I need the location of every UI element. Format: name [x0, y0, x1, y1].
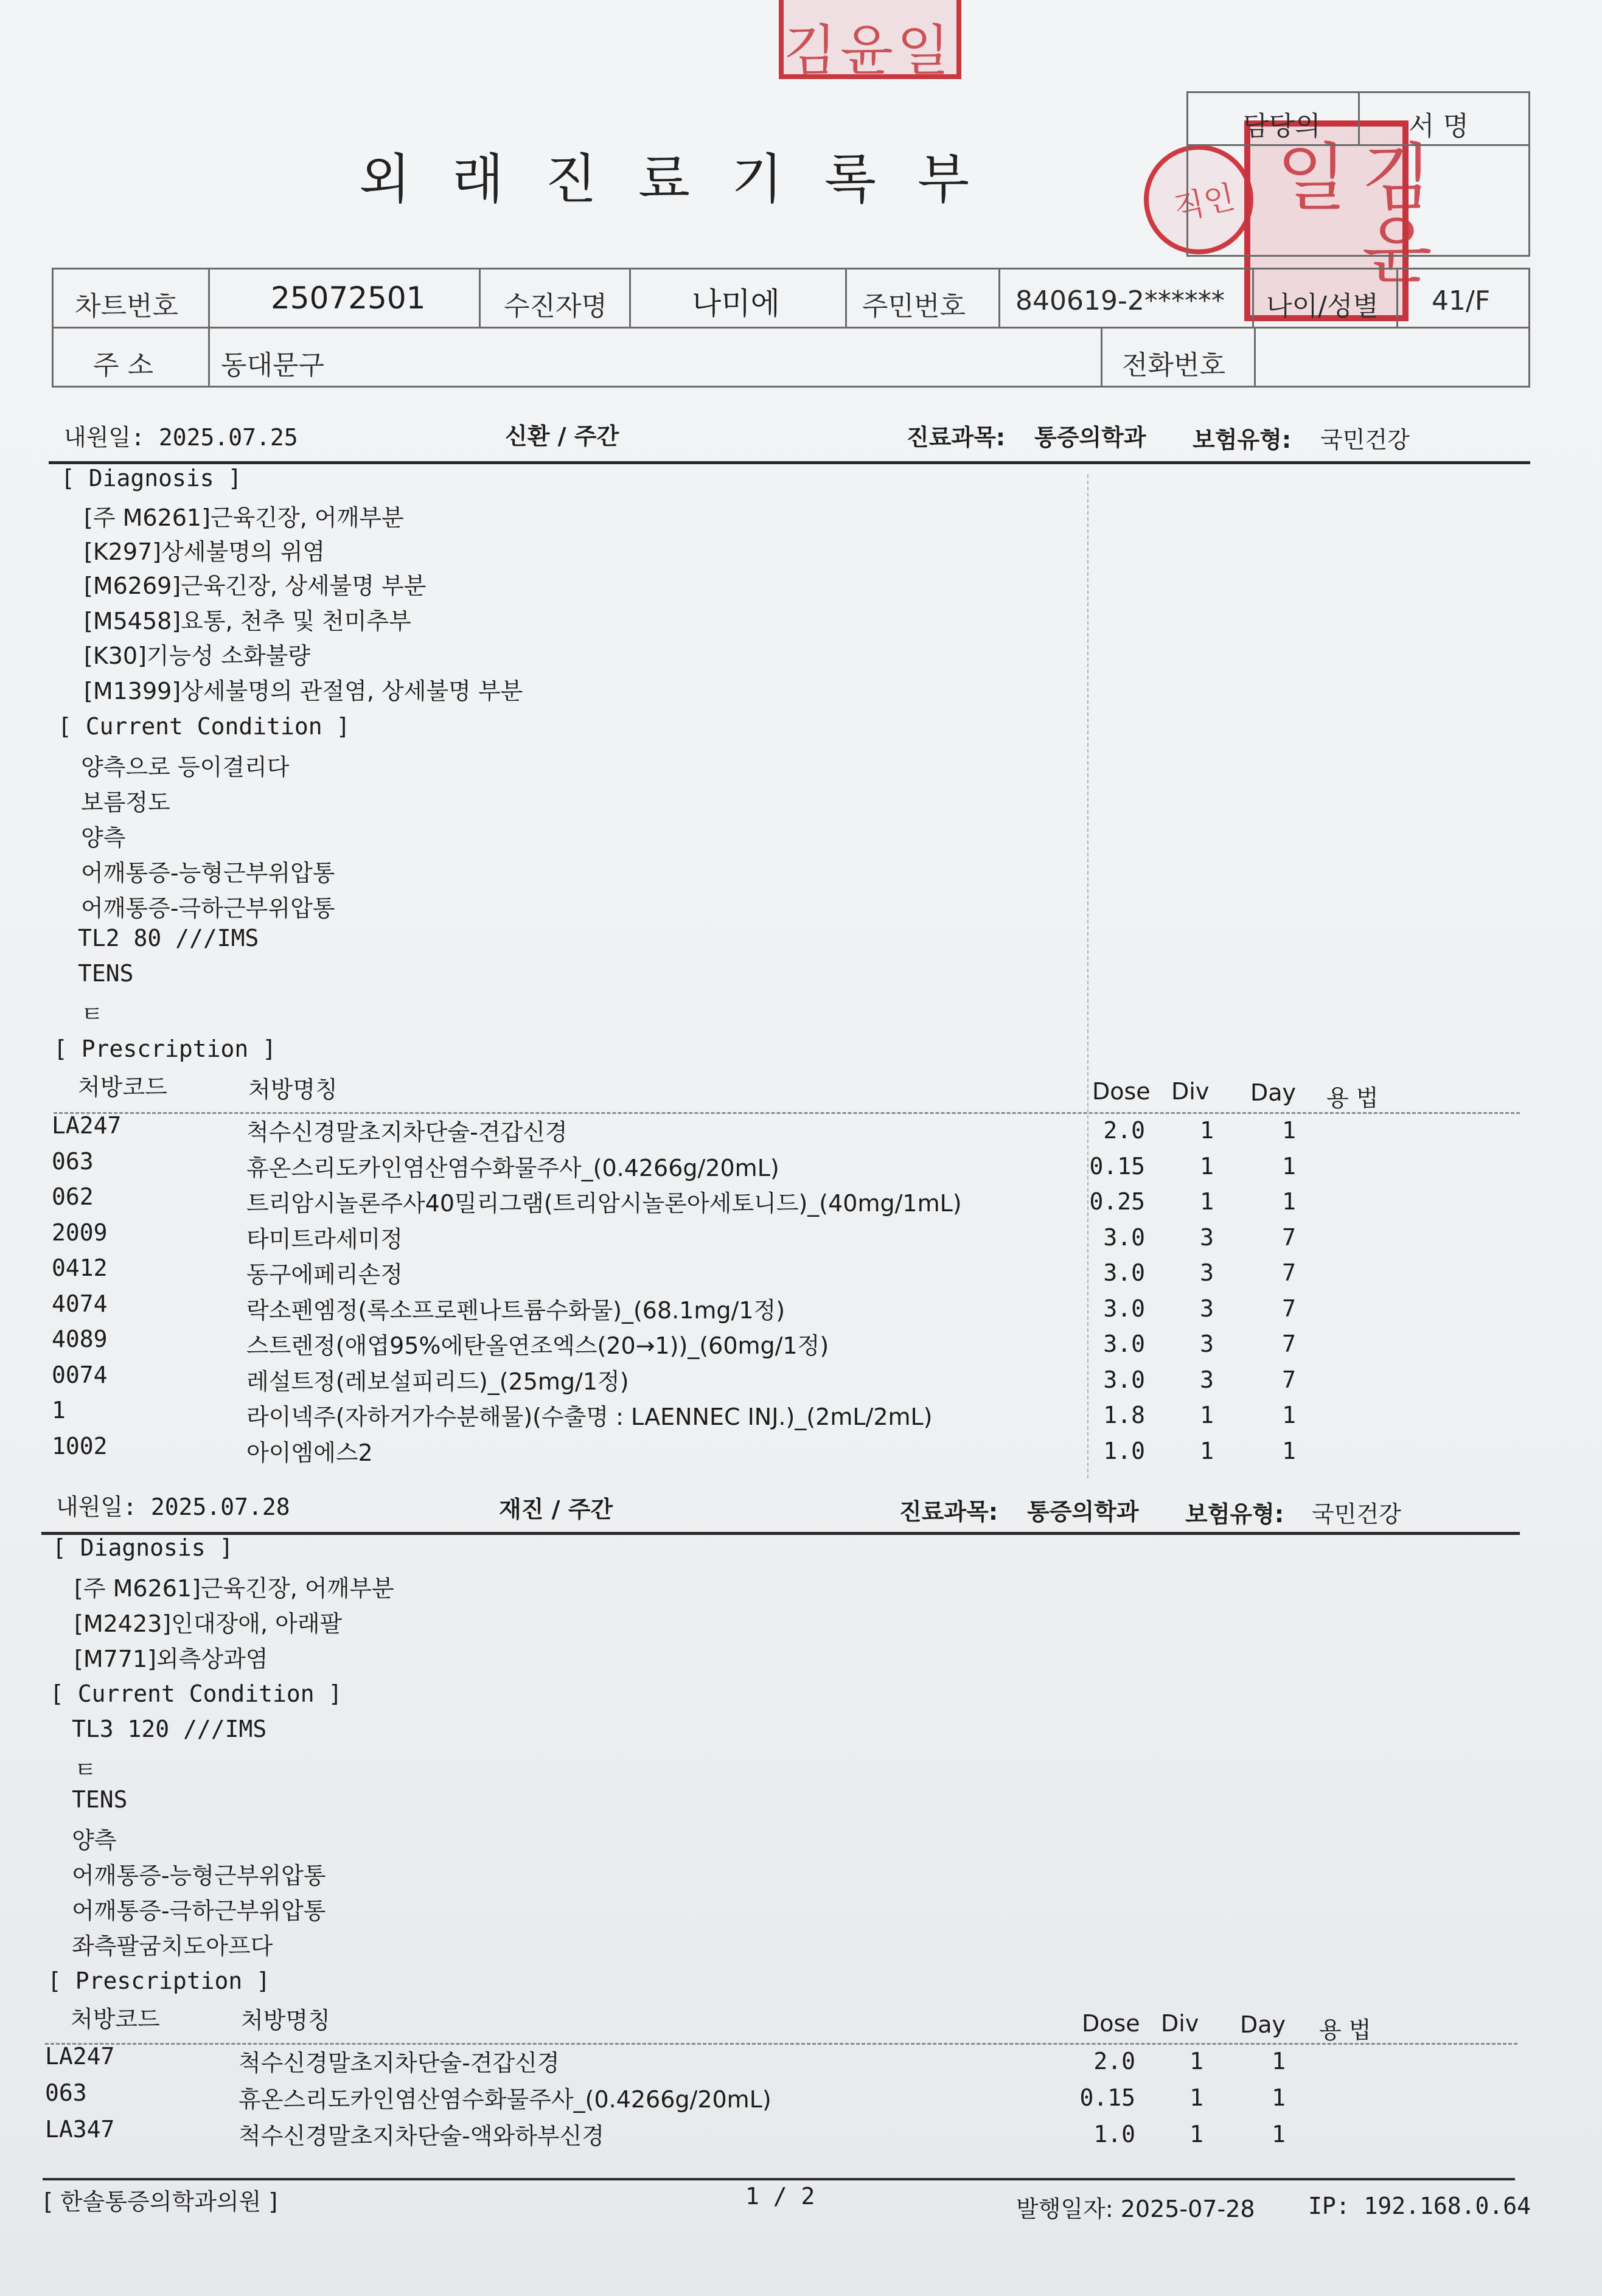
rx-div: 3 — [1200, 1366, 1214, 1393]
visit1-type: 신환 / 주간 — [505, 423, 619, 450]
rx-dose: 3.0 — [1103, 1259, 1145, 1286]
visit2-ins-label: 보험유형: — [1185, 1501, 1284, 1528]
rx-day: 1 — [1272, 2084, 1286, 2111]
rx-name: 휴온스리도카인염산염수화물주사_(0.4266g/20mL) — [246, 1154, 779, 1181]
rx-name: 휴온스리도카인염산염수화물주사_(0.4266g/20mL) — [239, 2086, 771, 2113]
chart-no-value: 25072501 — [271, 280, 426, 316]
phone-label: 전화번호 — [1122, 350, 1226, 381]
rx-code: 4074 — [52, 1290, 108, 1317]
approval-value: 서 명 — [1409, 111, 1469, 142]
rx-col-code: 처방코드 — [78, 1074, 167, 1101]
rx-div: 3 — [1200, 1259, 1214, 1286]
rrn-label-cell — [845, 268, 1000, 329]
rx-day: 1 — [1272, 2121, 1286, 2148]
agesex-label-cell — [1252, 268, 1398, 329]
rx-code: LA247 — [45, 2043, 115, 2070]
chart-no-cell — [208, 268, 481, 329]
rx-dose: 0.25 — [1089, 1188, 1145, 1215]
rx-day: 1 — [1282, 1402, 1296, 1428]
condition-item: 좌측팔굼치도아프다 — [72, 1933, 273, 1960]
rx-col-dose: Dose — [1082, 2010, 1140, 2037]
rx-div: 1 — [1200, 1188, 1214, 1215]
rx-dose: 3.0 — [1103, 1331, 1145, 1357]
rx-div: 1 — [1200, 1402, 1214, 1428]
visit2-dept-label: 진료과목: — [899, 1498, 998, 1525]
rx-col-dose: Dose — [1092, 1078, 1151, 1105]
condition-item: ㅌ — [74, 1756, 97, 1783]
rx-col-day: Day — [1240, 2011, 1286, 2038]
rx-name: 레설트정(레보설피리드)_(25mg/1정) — [246, 1368, 629, 1395]
rrn-cell — [998, 268, 1254, 329]
visit1-condition-header: [ Current Condition ] — [58, 713, 350, 740]
address-label: 주 소 — [93, 350, 153, 381]
rx-day: 7 — [1282, 1295, 1296, 1322]
fold-line — [1087, 475, 1088, 1478]
chart-no-label: 차트번호 — [75, 291, 179, 322]
rx-name: 척수신경말초지차단술-견갑신경 — [239, 2050, 560, 2076]
rx-dose: 3.0 — [1103, 1366, 1145, 1393]
rx-dose: 3.0 — [1103, 1223, 1145, 1251]
condition-item: TL2 80 ///IMS — [78, 925, 259, 951]
footer-issue-date: 발행일자: 2025-07-28 — [1016, 2196, 1255, 2222]
patient-name: 나미에 — [692, 286, 780, 321]
visit2-rule — [41, 1532, 1520, 1535]
agesex-label: 나이/성별 — [1266, 291, 1379, 322]
rx-code: 062 — [52, 1183, 94, 1210]
rx-dose: 1.8 — [1103, 1402, 1145, 1428]
rx-day: 1 — [1282, 1437, 1296, 1464]
rx-name: 트리암시놀론주사40밀리그램(트리암시놀론아세토니드)_(40mg/1mL) — [246, 1190, 962, 1217]
visit1-dept: 통증의학과 — [1034, 424, 1146, 451]
seal-stamp-top: 김윤일 — [779, 0, 961, 79]
rx-div: 3 — [1200, 1295, 1214, 1322]
name-cell — [629, 268, 847, 329]
signature-box — [1186, 144, 1530, 257]
rx-name: 타미트라세미정 — [246, 1225, 403, 1253]
rx-div: 1 — [1200, 1152, 1214, 1180]
address-cell — [208, 327, 1102, 388]
condition-item: 양측 — [81, 824, 126, 851]
visit1-rx-header: [ Prescription ] — [54, 1035, 277, 1062]
rrn-label: 주민번호 — [862, 291, 966, 322]
rx-div: 1 — [1189, 2048, 1203, 2075]
rx-div: 1 — [1200, 1437, 1214, 1464]
rx-code: LA347 — [45, 2116, 115, 2143]
visit1-dept-label: 진료과목: — [907, 424, 1006, 451]
rx-day: 1 — [1282, 1117, 1296, 1144]
visit2-rx-header: [ Prescription ] — [47, 1967, 271, 1994]
rx-name: 락소펜엠정(록소프로펜나트륨수화물)_(68.1mg/1정) — [246, 1296, 785, 1324]
condition-item: 보름정도 — [81, 789, 170, 816]
rx-code: LA247 — [52, 1112, 122, 1139]
diagnosis-item: [M6269]근육긴장, 상세불명 부분 — [84, 572, 427, 599]
condition-item: 양측 — [72, 1827, 117, 1854]
rx-day: 1 — [1272, 2048, 1286, 2075]
visit1-ins: 국민건강 — [1320, 426, 1410, 453]
condition-item: ㅌ — [81, 1001, 103, 1028]
rx-name: 아이엠에스2 — [246, 1439, 373, 1466]
visit2-ins: 국민건강 — [1312, 1501, 1401, 1528]
rx-name: 스트렌정(애엽95%에탄올연조엑스(20→1))_(60mg/1정) — [246, 1332, 829, 1359]
rx-code: 2009 — [52, 1219, 108, 1246]
rx-day: 1 — [1282, 1152, 1296, 1180]
phone-cell — [1254, 327, 1530, 388]
rx-name: 동구에페리손정 — [246, 1261, 403, 1288]
rx-day: 7 — [1282, 1331, 1296, 1357]
rx-code: 1 — [52, 1397, 66, 1424]
rx-div: 1 — [1189, 2121, 1203, 2148]
name-label: 수진자명 — [504, 291, 608, 322]
rx-col-name: 처방명칭 — [248, 1076, 338, 1103]
rx-dose: 2.0 — [1093, 2048, 1135, 2075]
diagnosis-item: [M5458]요통, 천추 및 천미추부 — [84, 608, 411, 635]
diagnosis-item: [M2423]인대장애, 아래팔 — [74, 1610, 343, 1637]
address-value: 동대문구 — [221, 350, 325, 381]
rx-col-usage: 용 법 — [1319, 2017, 1371, 2044]
rx-day: 7 — [1282, 1223, 1296, 1251]
round-seal-stamp: 직인 — [1144, 145, 1253, 254]
rx-dose: 0.15 — [1089, 1152, 1145, 1180]
visit1-ins-label: 보험유형: — [1193, 426, 1292, 453]
rx-dose: 0.15 — [1079, 2084, 1135, 2111]
rx-col-div: Div — [1161, 2010, 1199, 2037]
rx-dose: 1.0 — [1093, 2121, 1135, 2148]
footer-rule — [43, 2178, 1515, 2180]
rx-name: 라이넥주(자하거가수분해물)(수출명 : LAENNEC INJ.)_(2mL/2mL) — [246, 1404, 933, 1430]
footer-page: 1 / 2 — [745, 2183, 815, 2210]
address-label-cell — [52, 327, 210, 388]
rx-div: 1 — [1189, 2084, 1203, 2111]
rx-div: 3 — [1200, 1331, 1214, 1357]
rx-dose: 3.0 — [1103, 1295, 1145, 1322]
approval-value-cell — [1358, 91, 1530, 146]
rx-col-div: Div — [1171, 1078, 1210, 1105]
rx-code: 1002 — [52, 1432, 108, 1459]
rx-day: 7 — [1282, 1259, 1296, 1286]
rx-name: 척수신경말초지차단술-견갑신경 — [246, 1119, 568, 1146]
condition-item: TL3 120 ///IMS — [72, 1716, 267, 1742]
rx-col-usage: 용 법 — [1326, 1085, 1379, 1111]
rx-code: 4089 — [52, 1326, 108, 1352]
diagnosis-item: [M771]외측상과염 — [74, 1646, 268, 1672]
rx-div: 1 — [1200, 1117, 1214, 1144]
rx-div: 3 — [1200, 1223, 1214, 1251]
rx-col-name: 처방명칭 — [241, 2007, 330, 2034]
condition-item: TENS — [72, 1786, 128, 1813]
approval-label-cell — [1186, 91, 1360, 146]
visit2-condition-header: [ Current Condition ] — [50, 1680, 343, 1707]
condition-item: 양측으로 등이결리다 — [81, 754, 290, 781]
rx-code: 0412 — [52, 1254, 108, 1281]
diagnosis-item: [주 M6261]근육긴장, 어깨부분 — [84, 504, 404, 531]
phone-label-cell — [1101, 327, 1256, 388]
diagnosis-item: [K30]기능성 소화불량 — [84, 642, 310, 669]
rrn-value: 840619-2****** — [1015, 285, 1225, 316]
condition-item: 어깨통증-능형근부위압통 — [81, 860, 335, 886]
visit2-type: 재진 / 주간 — [499, 1496, 613, 1523]
visit1-diagnosis-header: [ Diagnosis ] — [61, 465, 242, 492]
page-title: 외래진료기록부 — [359, 148, 1011, 210]
visit1-rule — [49, 461, 1530, 464]
diagnosis-item: [M1399]상세불명의 관절염, 상세불명 부분 — [84, 678, 523, 704]
diagnosis-item: [K297]상세불명의 위염 — [84, 538, 326, 565]
rx-code: 063 — [45, 2079, 87, 2106]
doctor-seal-stamp: 김윤일 — [1244, 120, 1409, 321]
visit2-date: 내원일: 2025.07.28 — [56, 1494, 290, 1520]
rx-dose: 2.0 — [1103, 1117, 1145, 1144]
condition-item: 어깨통증-극하근부위압통 — [81, 895, 335, 922]
rx-dose: 1.0 — [1103, 1437, 1145, 1464]
rx-code: 063 — [52, 1147, 94, 1175]
visit1-date: 내원일: 2025.07.25 — [64, 424, 298, 451]
condition-item: 어깨통증-극하근부위압통 — [72, 1898, 326, 1924]
visit2-diagnosis-header: [ Diagnosis ] — [52, 1534, 234, 1561]
diagnosis-item: [주 M6261]근육긴장, 어깨부분 — [74, 1575, 394, 1602]
agesex-value: 41/F — [1432, 285, 1491, 316]
rx-code: 0074 — [52, 1361, 108, 1388]
visit2-dept: 통증의학과 — [1027, 1498, 1139, 1525]
footer-clinic: [ 한솔통증의학과의원 ] — [44, 2188, 278, 2215]
footer-ip: IP: 192.168.0.64 — [1308, 2193, 1531, 2219]
approval-label: 담당의 — [1243, 111, 1321, 142]
name-label-cell — [479, 268, 631, 329]
condition-item: 어깨통증-능형근부위압통 — [72, 1862, 326, 1889]
rx-day: 1 — [1282, 1188, 1296, 1215]
rx-col-day: Day — [1250, 1079, 1297, 1106]
agesex-cell — [1396, 268, 1530, 329]
condition-item: TENS — [78, 960, 134, 987]
rx-day: 7 — [1282, 1366, 1296, 1393]
rx-col-code: 처방코드 — [71, 2006, 160, 2033]
chart-no-label-cell — [52, 268, 210, 329]
rx-name: 척수신경말초지차단술-액와하부신경 — [239, 2123, 605, 2149]
